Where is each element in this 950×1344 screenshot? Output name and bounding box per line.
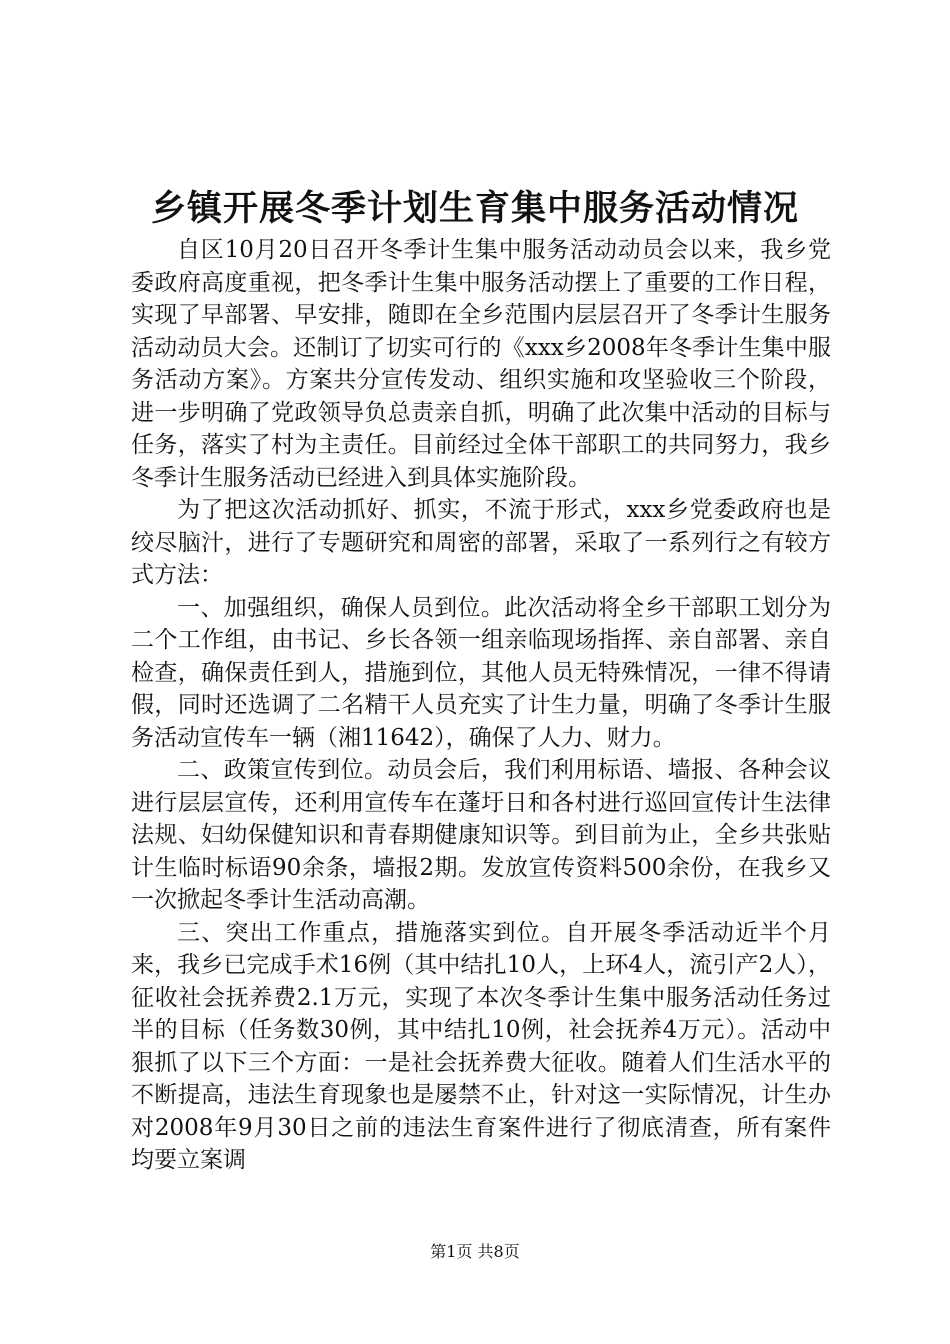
paragraph-methods: 为了把这次活动抓好、抓实，不流于形式，xxx乡党委政府也是绞尽脑汁，进行了专题研究和周密的部署，采取了一系列行之有较方式方法：: [131, 497, 831, 588]
paragraph-organization: 一、加强组织，确保人员到位。此次活动将全乡干部职工划分为二个工作组，由书记、乡长各领一组亲临现场指挥、亲自部署、亲自检查，确保责任到人，措施到位，其他人员无特殊情况，一律不得请假，同时还选调了二名精干人员充实了计生力量，明确了冬季计生服务活动宣传车一辆（湘11642），确保了人力、财力。: [131, 594, 831, 751]
page-footer: 第1页 共8页: [430, 1242, 520, 1261]
paragraph-publicity: 二、政策宣传到位。动员会后，我们利用标语、墙报、各种会议进行层层宣传，还利用宣传车在蓬圩日和各村进行巡回宣传计生法律法规、妇幼保健知识和青春期健康知识等。到目前为止，全乡共张贴计生临时标语90余条，墙报2期。发放宣传资料500余份，在我乡又一次掀起冬季计生活动高潮。: [131, 757, 831, 913]
document-title: 乡镇开展冬季计划生育集中服务活动情况: [150, 189, 799, 229]
document-body: [131, 234, 831, 1177]
paragraph-key-work: 三、突出工作重点，措施落实到位。自开展冬季活动近半个月来，我乡已完成手术16例（其中结扎10人，上环4人，流引产2人），征收社会抚养费2.1万元，实现了本次冬季计生集中服务活动任务过半的目标（任务数30例，其中结扎10例，社会抚养4万元）。活动中狠抓了以下三个方面：一是社会抚养费大征收。随着人们生活水平的不断提高，违法生育现象也是屡禁不止，针对这一实际情况，计生办对2008年9月30日之前的违法生育案件进行了彻底清查，所有案件均要立案调: [131, 919, 831, 1173]
paragraph-intro: 自区10月20日召开冬季计生集中服务活动动员会以来，我乡党委政府高度重视，把冬季计生集中服务活动摆上了重要的工作日程，实现了早部署、早安排，随即在全乡范围内层层召开了冬季计生服务活动动员大会。还制订了切实可行的《xxx乡2008年冬季计生集中服务活动方案》。方案共分宣传发动、组织实施和攻坚验收三个阶段，进一步明确了党政领导负总责亲自抓，明确了此次集中活动的目标与任务，落实了村为主责任。目前经过全体干部职工的共同努力，我乡冬季计生服务活动已经进入到具体实施阶段。: [131, 237, 831, 491]
